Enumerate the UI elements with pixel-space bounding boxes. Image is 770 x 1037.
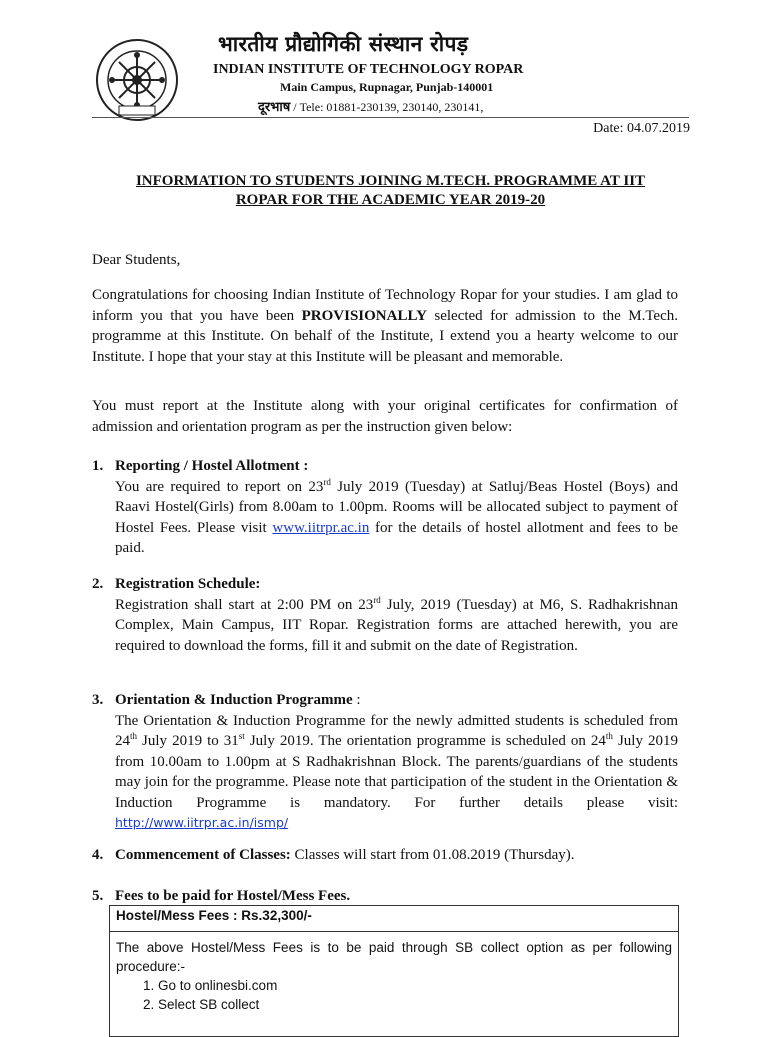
s1-sup-1: rd xyxy=(323,476,331,487)
intro-text-2: selected for admission to the M.Tech. programme at this Institute. On behalf of the Institute, I extend you a hearty welcome to our Institute. I hope that your stay at this Institute will be pleasant and memorable. xyxy=(92,307,678,365)
document-heading xyxy=(92,172,689,210)
fees-table xyxy=(109,905,679,1037)
heading-line-1: INFORMATION TO STUDENTS JOINING M.TECH. PROGRAMME AT IIT xyxy=(135,173,646,189)
salutation: Dear Students, xyxy=(92,252,181,268)
fees-step: 1. Go to onlinesbi.com xyxy=(158,976,672,995)
section-number: 1. xyxy=(92,458,104,474)
section-body xyxy=(115,477,678,559)
header-divider xyxy=(92,117,689,118)
section-title-line xyxy=(115,845,678,866)
section-number: 5. xyxy=(92,888,104,904)
section-title xyxy=(115,690,678,711)
intro-paragraph xyxy=(92,285,678,367)
institute-name: INDIAN INSTITUTE OF TECHNOLOGY ROPAR xyxy=(213,62,524,77)
iit-ropar-seal-logo xyxy=(95,38,179,122)
section-title: Registration Schedule: xyxy=(115,576,261,592)
s2-text-1: Registration shall start at 2:00 PM on 23 xyxy=(115,596,374,613)
intro-text-1: Congratulations for choosing Indian Institute of Technology Ropar for your studies. I am glad to inform you that you have been xyxy=(92,287,678,324)
s3-text-3: July 2019. The orientation programme is scheduled on 24 xyxy=(244,733,606,749)
section-number: 2. xyxy=(92,576,104,592)
iitrpr-website-link[interactable]: www.iitrpr.ac.in xyxy=(272,519,370,536)
section-classes xyxy=(92,845,678,866)
s4-title: Commencement of Classes: xyxy=(115,847,291,863)
tele-hindi-label: दूरभाष xyxy=(258,100,291,115)
s3-text-4: July 2019 from 10.00am to 1.00pm at S Radhakrishnan Block. The parents/guardians of the students may join for the programme. Please note that participation of the student in the Orientation & Induction Programme is mandatory. For further details please visit: xyxy=(115,733,678,811)
section-registration xyxy=(92,574,678,656)
section-orientation xyxy=(92,690,678,834)
fees-steps-list xyxy=(116,976,672,1014)
fees-procedure-text: The above Hostel/Mess Fees is to be paid through SB collect option as per following procedure:- xyxy=(116,940,672,974)
s3-title-text: Orientation & Induction Programme xyxy=(115,692,353,708)
telephone-line xyxy=(258,97,483,115)
s3-title-suffix: : xyxy=(352,692,361,708)
section-reporting xyxy=(92,456,678,559)
section-body xyxy=(115,595,678,657)
tele-numbers: / Tele: 01881-230139, 230140, 230141, xyxy=(290,100,484,114)
letter-date: Date: 04.07.2019 xyxy=(593,121,690,136)
intro-bold: PROVISIONALLY xyxy=(301,307,427,324)
report-paragraph: You must report at the Institute along with your original certificates for confirmation of admission and orientation program as per the instruction given below: xyxy=(92,398,678,435)
s3-text-2: July 2019 to 31 xyxy=(137,733,239,749)
s1-text-2: July 2019 (Tuesday) at Satluj/Beas Hostel (Boys) and Raavi Hostel(Girls) from 8.00am to 1.00pm. Rooms will be allocated subject to payment of Hostel Fees. Please visit xyxy=(115,478,678,536)
section-number: 3. xyxy=(92,692,104,708)
section-fees xyxy=(92,886,678,907)
s3-text-1: The Orientation & Induction Programme for the newly admitted students is scheduled from 24 xyxy=(115,712,678,749)
ismp-link[interactable]: http://www.iitrpr.ac.in/ismp/ xyxy=(115,815,289,830)
fees-step: 2. Select SB collect xyxy=(158,995,672,1014)
s3-sup-1: th xyxy=(130,731,138,741)
section-number: 4. xyxy=(92,847,104,863)
s1-text-3: for the details of hostel allotment and fees to be paid. xyxy=(115,519,678,556)
fees-procedure xyxy=(110,932,678,1014)
section-body xyxy=(115,711,678,834)
campus-address: Main Campus, Rupnagar, Punjab-140001 xyxy=(280,80,494,94)
heading-line-2: ROPAR FOR THE ACADEMIC YEAR 2019-20 xyxy=(235,192,546,208)
fees-amount-header: Hostel/Mess Fees : Rs.32,300/- xyxy=(110,906,678,932)
s3-sup-2: st xyxy=(238,731,245,741)
s2-text-2: July, 2019 (Tuesday) at M6, S. Radhakrishnan Complex, Main Campus, IIT Ropar. Registration forms are attached herewith, you are required to download the forms, fill it and submit on the date of Registration. xyxy=(115,596,679,654)
s3-sup-3: th xyxy=(605,731,613,741)
section-title: Fees to be paid for Hostel/Mess Fees. xyxy=(115,888,351,904)
s4-text: Classes will start from 01.08.2019 (Thursday). xyxy=(290,847,575,863)
section-title: Reporting / Hostel Allotment : xyxy=(115,458,309,474)
s2-sup-1: rd xyxy=(373,594,381,605)
s1-text-1: You are required to report on 23 xyxy=(115,478,324,495)
institute-hindi-title: भारतीय प्रौद्योगिकी संस्थान रोपड़ xyxy=(218,32,469,56)
